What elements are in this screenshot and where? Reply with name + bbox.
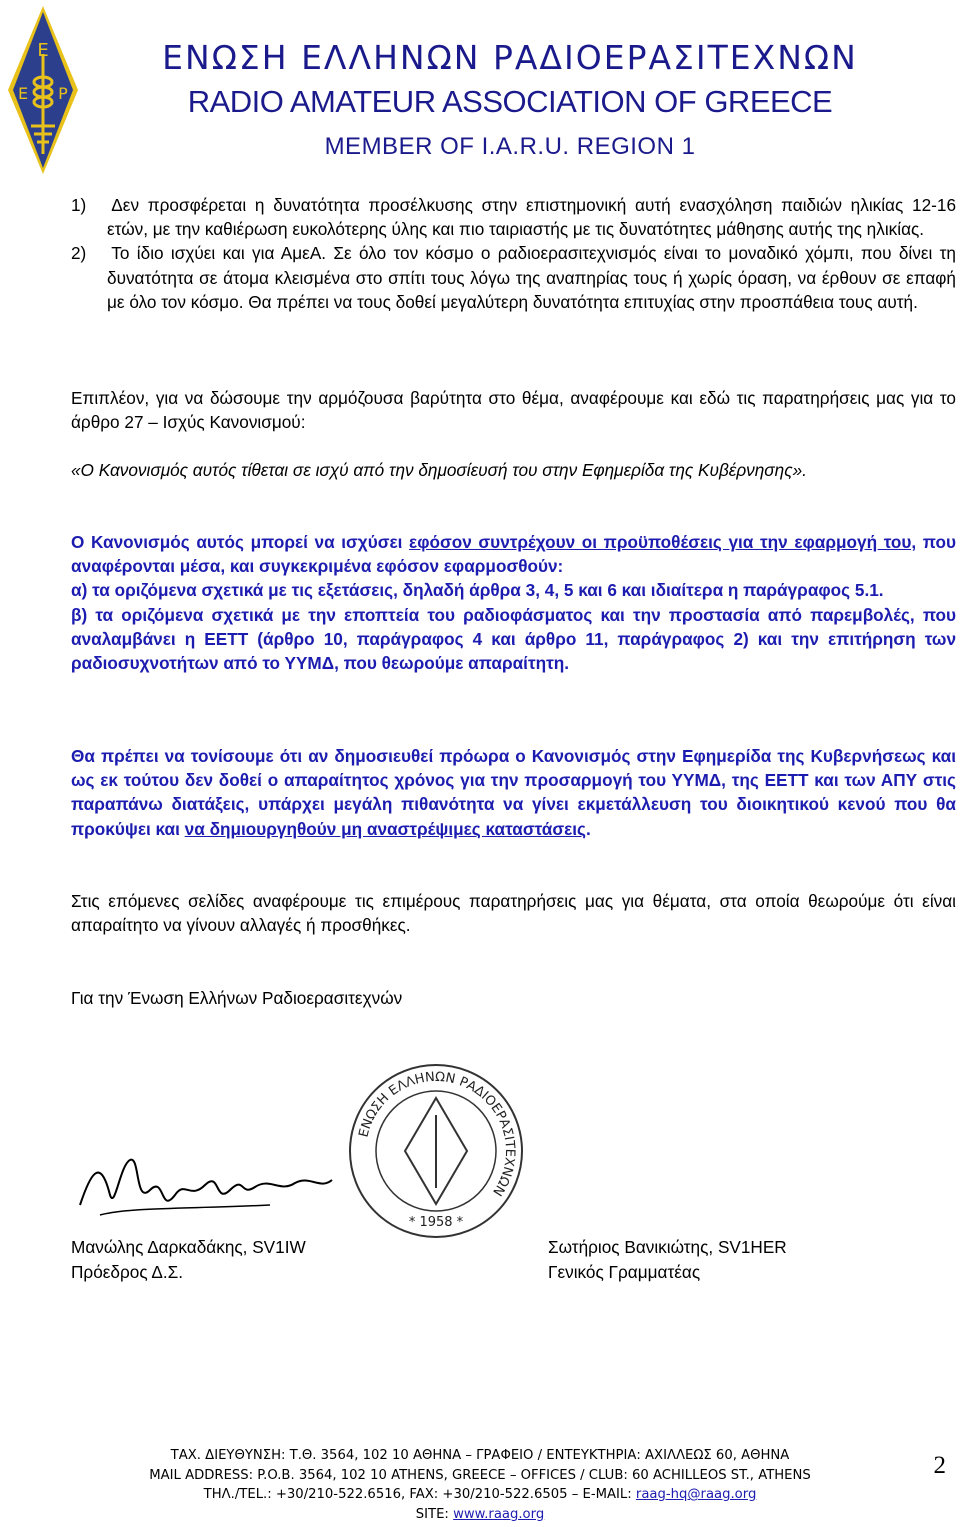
footer — [0, 1446, 960, 1524]
header-title-greek: ΕΝΩΣΗ ΕΛΛΗΝΩΝ ΡΑΔΙΟΕΡΑΣΙΤΕΧΝΩΝ — [162, 38, 858, 77]
footer-contact: ΤΗΛ./TEL.: +30/210-522.6516, FAX: +30/210-522.6505 – E-MAIL: raag-hq@raag.org — [203, 1487, 757, 1503]
numbered-list — [71, 193, 956, 314]
closing-line: Για την Ένωση Ελλήνων Ραδιοερασιτεχνών — [71, 988, 403, 1008]
signature — [70, 1135, 350, 1235]
site-link[interactable]: www.raag.org — [453, 1506, 545, 1522]
logo-letter-right: Ρ — [58, 84, 68, 103]
signatory-role: Πρόεδρος Δ.Σ. — [71, 1261, 184, 1282]
conditions-paragraph: Ο Κανονισμός αυτός μπορεί να ισχύσει εφόσον συντρέχουν οι προϋποθέσεις για την εφαρμογή του, που αναφέρονται μέσα, και συγκεκριμένα εφόσον εφαρμοσθούν: α) τα οριζόμενα σχετικά με τις εξετάσεις, δηλαδή άρθρα 3, 4, 5 και 6 και ιδιαίτερα η παράγραφος 5.1. β) τα οριζόμενα σχετικά με την εποπτεία του ραδιοφάσματος και την προστασία από παρεμβολές, που αναλαμβάνει η ΕΕΤΤ (άρθρο 10, παράγραφος 4 και άρθρο 11, παράγραφος 2) και την επιτήρηση των ραδιοσυχνοτήτων από το ΥΥΜΔ, που θεωρούμε απαραίτητη. — [71, 532, 956, 674]
signatory-role: Γενικός Γραμματέας — [548, 1261, 701, 1282]
paragraph-moreover: Επιπλέον, για να δώσουμε την αρμόζουσα βαρύτητα στο θέμα, αναφέρουμε και εδώ τις παρατηρήσεις μας για το άρθρο 27 – Ισχύς Κανονισμού: — [71, 388, 956, 433]
warning-paragraph: Θα πρέπει να τονίσουμε ότι αν δημοσιευθεί πρόωρα ο Κανονισμός στην Εφημερίδα της Κυβερνήσεως και ως εκ τούτου δεν δοθεί ο απαραίτητος χρόνος για την προσαρμογή του ΥΥΜΔ, της ΕΕΤΤ και των ΑΠΥ στις παραπάνω διατάξεις, υπάρχει μεγάλη πιθανότητα να γίνει εκμετάλλευση του διοικητικού κενού που θα προκύψει και να δημιουργηθούν μη αναστρέψιμες καταστάσεις. — [71, 746, 956, 839]
logo-letter-left: Ε — [17, 84, 29, 103]
association-seal — [345, 1060, 527, 1242]
signatory-name: Μανώλης Δαρκαδάκης, SV1IW — [71, 1237, 306, 1257]
email-link[interactable]: raag-hq@raag.org — [635, 1487, 757, 1503]
quote-article-27: «Ο Κανονισμός αυτός τίθεται σε ισχύ από την δημοσίευσή του στην Εφημερίδα της Κυβέρνησης». — [71, 460, 807, 480]
footer-address-english: MAIL ADDRESS: P.O.B. 3564, 102 10 ATHENS, GREECE – OFFICES / CLUB: 60 ACHILLEOS ST., ATHENS — [149, 1467, 811, 1483]
list-item: 1) Δεν προσφέρεται η δυνατότητα προσέλκυσης στην επιστημονική αυτή ενασχόληση παιδιών ηλικίας 12-16 ετών, με την καθιέρωση ευκολότερης ύλης και πιο ταιριαστής με τις δυνατότητες μάθησης αυτής της ηλικίας. — [71, 195, 956, 240]
header-member: MEMBER OF I.A.R.U. REGION 1 — [324, 133, 696, 160]
paragraph-next-pages: Στις επόμενες σελίδες αναφέρουμε τις επιμέρους παρατηρήσεις μας για θέματα, στα οποία θεωρούμε ότι είναι απαραίτητο να γίνουν αλλαγές ή προσθήκες. — [71, 891, 956, 936]
footer-site: SITE: www.raag.org — [415, 1506, 545, 1522]
list-item: 2) Το ίδιο ισχύει και για ΑμεΑ. Σε όλο τον κόσμο ο ραδιοερασιτεχνισμός είναι το μοναδικό χόμπι, που δίνει τη δυνατότητα σε άτομα κλεισμένα στο σπίτι τους λόγω της αναπηρίας τους ή χωρίς όραση, να έρθουν σε επαφή με όλο τον κόσμο. Θα πρέπει να τους δοθεί μεγαλύτερη δυνατότητα επιτυχίας στην προσπάθεια τους αυτή. — [71, 243, 956, 312]
condition-alpha: α) τα οριζόμενα σχετικά με τις εξετάσεις, δηλαδή άρθρα 3, 4, 5 και 6 και ιδιαίτερα η παράγραφος 5.1. — [71, 580, 884, 601]
signatory-president — [71, 1235, 306, 1284]
svg-text:ΕΝΩΣΗ ΕΛΛΗΝΩΝ ΡΑΔΙΟΕΡΑΣΙΤΕΧΝΩΝ: ΕΝΩΣΗ ΕΛΛΗΝΩΝ ΡΑΔΙΟΕΡΑΣΙΤΕΧΝΩΝ — [356, 1069, 518, 1199]
signatory-name: Σωτήριος Βανικιώτης, SV1HER — [548, 1237, 787, 1257]
footer-address-greek: ΤΑΧ. ΔΙΕΥΘΥΝΣΗ: Τ.Θ. 3564, 102 10 ΑΘΗΝΑ – ΓΡΑΦΕΙΟ / ΕΝΤΕΥΚΤΗΡΙΑ: ΑΧΙΛΛΕΩΣ 60, ΑΘΗΝΑ — [170, 1448, 790, 1463]
condition-beta: β) τα οριζόμενα σχετικά με την εποπτεία του ραδιοφάσματος και την προστασία από παρεμβολές, που αναλαμβάνει η ΕΕΤΤ (άρθρο 10, παράγραφος 4 και άρθρο 11, παράγραφος 2) και την επιτήρηση των ραδιοσυχνοτήτων από το ΥΥΜΔ, που θεωρούμε απαραίτητη. — [71, 604, 956, 674]
header-title-english: RADIO AMATEUR ASSOCIATION OF GREECE — [187, 84, 833, 119]
signatory-secretary — [548, 1235, 787, 1284]
page-number: 2 — [933, 1452, 946, 1479]
seal-year: * 1958 * — [408, 1215, 464, 1230]
logo-letter-top: Ε — [37, 40, 49, 61]
